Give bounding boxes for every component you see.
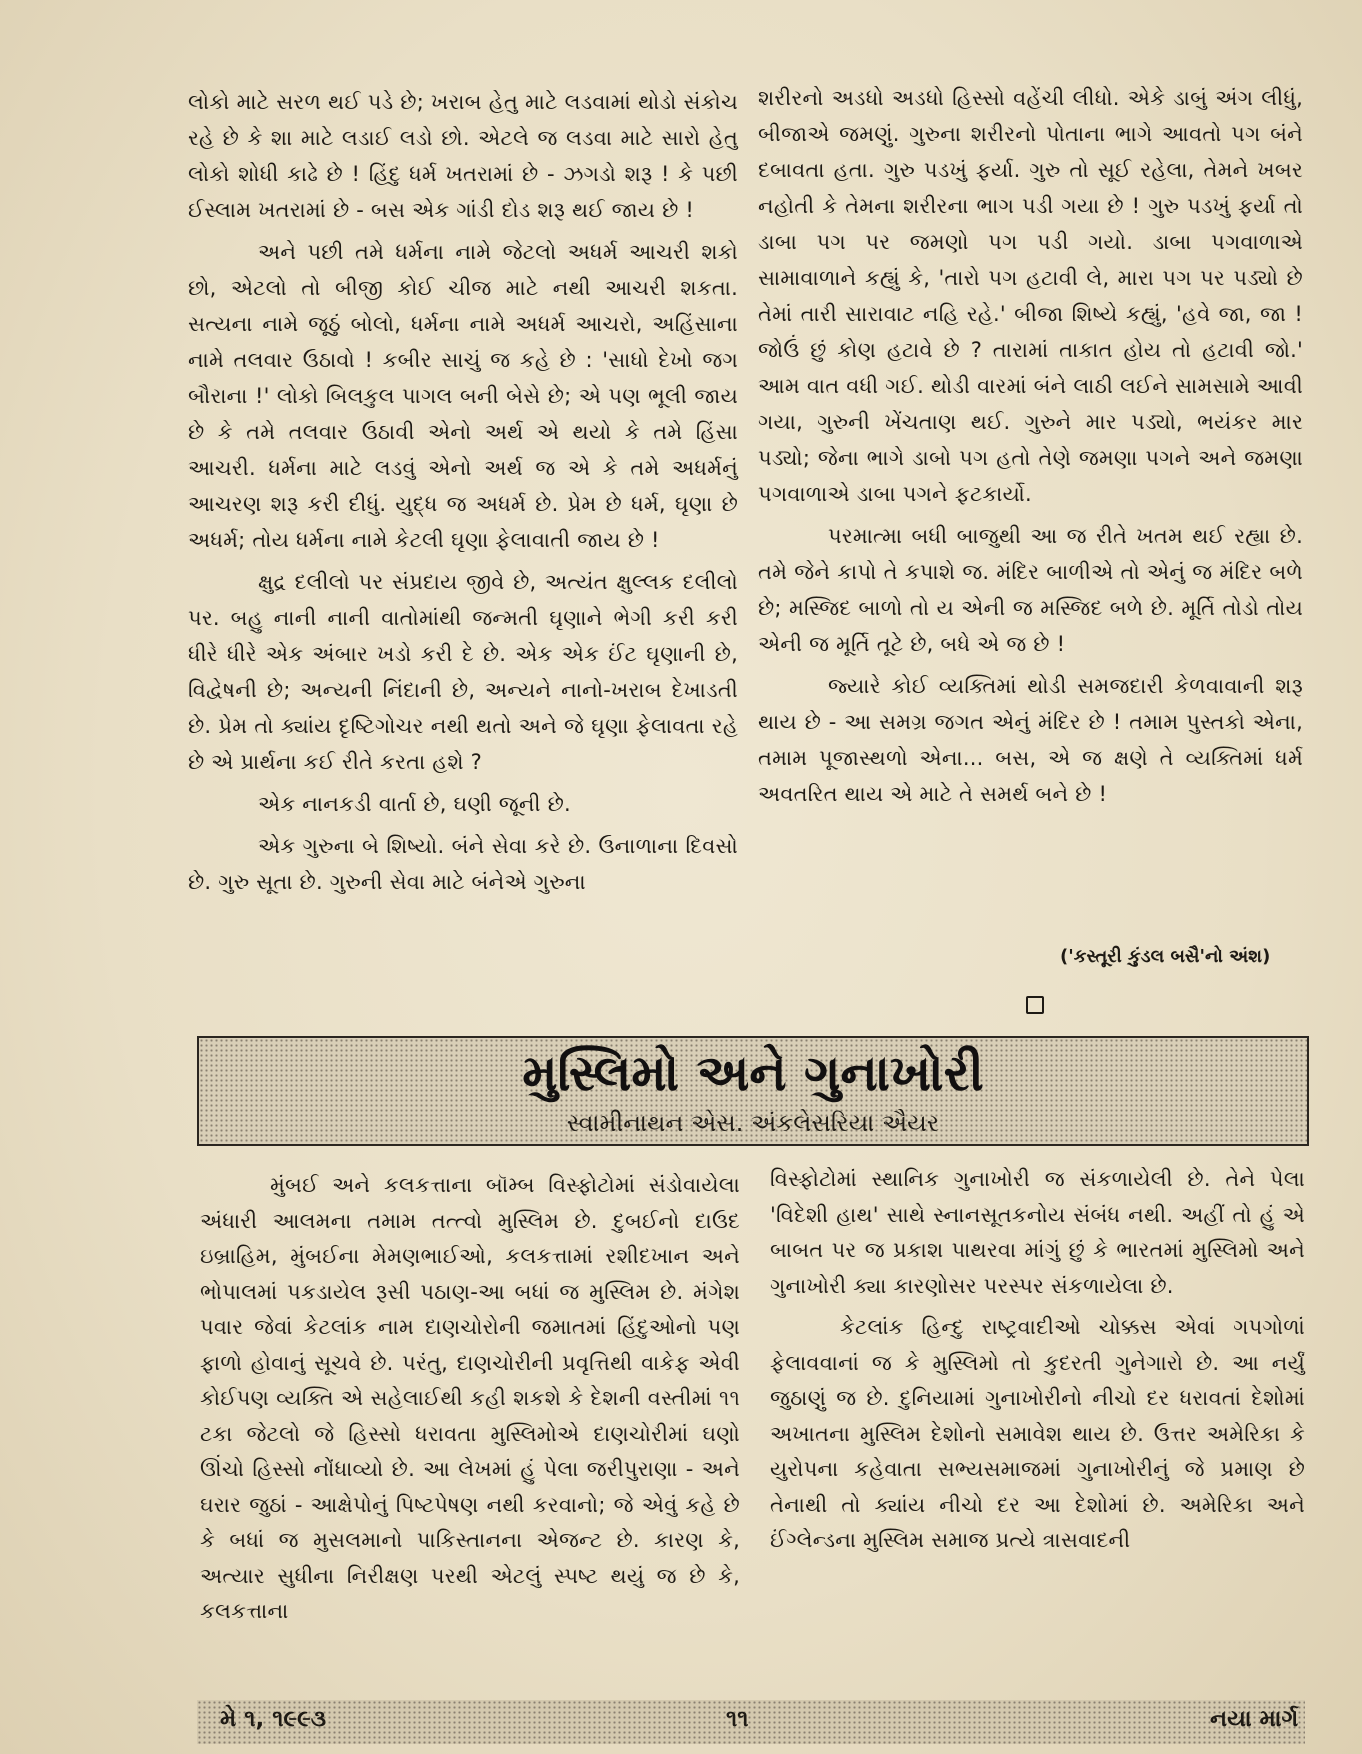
paragraph: એક નાનકડી વાર્તા છે, ઘણી જૂની છે. xyxy=(258,792,571,816)
paragraph: એક ગુરુના બે શિષ્યો. બંને સેવા કરે છે. ઉનાળાના દિવસો છે. ગુરુ સૂતા છે. ગુરુની સેવા માટે બંનેએ ગુરુના xyxy=(188,834,738,894)
publication-name: નયા માર્ગ xyxy=(1210,1706,1299,1732)
article-top-left-column xyxy=(188,84,738,906)
end-of-article-square-icon xyxy=(1026,996,1044,1014)
article-title-banner xyxy=(197,1036,1309,1146)
page-number: ૧૧ xyxy=(726,1706,749,1732)
paragraph: ક્ષુદ્ર દલીલો પર સંપ્રદાય જીવે છે, અત્યંત ક્ષુલ્લક દલીલો પર. બહુ નાની નાની વાતોમાંથી જન્મતી ઘૃણાને ભેગી કરી કરી ધીરે ધીરે એક અંબાર ખડો કરી દે છે. એક એક ઈંટ ઘૃણાની છે, વિદ્વેષની છે; અન્યની નિંદાની છે, અન્યને નાનો-ખરાબ દેખાડતી છે. પ્રેમ તો ક્યાંય દૃષ્ટિગોચર નથી થતો અને જે ઘૃણા ફેલાવતા રહે છે એ પ્રાર્થના કઈ રીતે કરતા હશે ? xyxy=(188,570,738,774)
article-bottom-right-column xyxy=(770,1162,1305,1565)
source-citation: ('કસ્તૂરી કુંડલ બસૈ'નો અંશ) xyxy=(1060,946,1271,967)
footer-date: મે ૧, ૧૯૯૩ xyxy=(220,1706,327,1732)
article-bottom-left-column xyxy=(200,1168,740,1636)
article-top-right-column xyxy=(758,80,1303,818)
paragraph: વિસ્ફોટોમાં સ્થાનિક ગુનાખોરી જ સંકળાયેલી છે. તેને પેલા 'વિદેશી હાથ' સાથે સ્નાનસૂતકનોય સંબંધ નથી. અહીં તો હું એ બાબત પર જ પ્રકાશ પાથરવા માંગું છું કે ભારતમાં મુસ્લિમો અને ગુનાખોરી ક્યા કારણોસર પરસ્પર સંકળાયેલા છે. xyxy=(770,1167,1305,1298)
paragraph: મુંબઈ અને કલકત્તાના બૉમ્બ વિસ્ફોટોમાં સંડોવાયેલા અંધારી આલમના તમામ તત્ત્વો મુસ્લિમ છે. દુબઈનો દાઉદ ઇબ્રાહિમ, મુંબઈના મેમણભાઈઓ, કલકત્તામાં રશીદખાન અને ભોપાલમાં પકડાયેલ રૂસી પઠાણ-આ બધાં જ મુસ્લિમ છે. મંગેશ પવાર જેવાં કેટલાંક નામ દાણચોરોની જમાતમાં હિંદુઓનો પણ ફાળો હોવાનું સૂચવે છે. પરંતુ, દાણચોરીની પ્રવૃત્તિથી વાકેફ એવી કોઈપણ વ્યક્તિ એ સહેલાઈથી કહી શકશે કે દેશની વસ્તીમાં ૧૧ ટકા જેટલો જે હિસ્સો ધરાવતા મુસ્લિમોએ દાણચોરીમાં ઘણો ઊંચો હિસ્સો નોંધાવ્યો છે. આ લેખમાં હું પેલા જરીપુરાણા - અને ઘરાર જુઠાં - આક્ષેપોનું પિષ્ટપેષણ નથી કરવાનો; જે એવું કહે છે કે બધાં જ મુસલમાનો પાકિસ્તાનના એજન્ટ છે. કારણ કે, અત્યાર સુધીના નિરીક્ષણ પરથી એટલું સ્પષ્ટ થયું જ છે કે, કલકત્તાના xyxy=(200,1173,740,1623)
paragraph: કેટલાંક હિન્દુ રાષ્ટ્રવાદીઓ ચોક્કસ એવાં ગપગોળાં ફેલાવવાનાં જ કે મુસ્લિમો તો કુદરતી ગુનેગારો છે. આ નર્યું જુઠાણું જ છે. દુનિયામાં ગુનાખોરીનો નીચો દર ધરાવતાં દેશોમાં અખાતના મુસ્લિમ દેશોનો સમાવેશ થાય છે. ઉત્તર અમેરિકા કે યુરોપના કહેવાતા સભ્યસમાજમાં ગુનાખોરીનું જે પ્રમાણ છે તેનાથી તો ક્યાંય નીચો દર આ દેશોમાં છે. અમેરિકા અને ઈંગ્લેન્ડના મુસ્લિમ સમાજ પ્રત્યે ત્રાસવાદની xyxy=(770,1315,1305,1552)
paragraph: શરીરનો અડધો અડધો હિસ્સો વહેંચી લીધો. એકે ડાબું અંગ લીધું, બીજાએ જમણું. ગુરુના શરીરનો પોતાના ભાગે આવતો પગ બંને દબાવતા હતા. ગુરુ પડખું ફર્યા. ગુરુ તો સૂઈ રહેલા, તેમને ખબર નહોતી કે તેમના શરીરના ભાગ પડી ગયા છે ! ગુરુ પડખું ફર્યા તો ડાબા પગ પર જમણો પગ પડી ગયો. ડાબા પગવાળાએ સામાવાળાને કહ્યું કે, 'તારો પગ હટાવી લે, મારા પગ પર પડ્યો છે તેમાં તારી સારાવાટ નહિ રહે.' બીજા શિષ્યે કહ્યું, 'હવે જા, જા ! જોઉં છું કોણ હટાવે છે ? તારામાં તાકાત હોય તો હટાવી જો.' આમ વાત વધી ગઈ. થોડી વારમાં બંને લાઠી લઈને સામસામે આવી ગયા, ગુરુની ખેંચતાણ થઈ. ગુરુને માર પડ્યો, ભયંકર માર પડ્યો; જેના ભાગે ડાબો પગ હતો તેણે જમણા પગને અને જમણા પગવાળાએ ડાબા પગને ફટકાર્યો. xyxy=(758,86,1303,506)
paragraph: લોકો માટે સરળ થઈ પડે છે; ખરાબ હેતુ માટે લડવામાં થોડો સંકોચ રહે છે કે શા માટે લડાઈ લડો છો. એટલે જ લડવા માટે સારો હેતુ લોકો શોધી કાઢે છે ! હિંદુ ધર્મ ખતરામાં છે - ઝગડો શરૂ ! કે પછી ઈસ્લામ ખતરામાં છે - બસ એક ગાંડી દોડ શરૂ થઈ જાય છે ! xyxy=(188,90,738,222)
article-title: મુસ્લિમો અને ગુનાખોરી xyxy=(522,1044,984,1102)
paragraph: જ્યારે કોઈ વ્યક્તિમાં થોડી સમજદારી કેળવાવાની શરૂ થાય છે - આ સમગ્ર જગત એનું મંદિર છે ! તમામ પુસ્તકો એના, તમામ પૂજાસ્થળો એના... બસ, એ જ ક્ષણે તે વ્યક્તિમાં ધર્મ અવતરિત થાય એ માટે તે સમર્થ બને છે ! xyxy=(758,674,1303,806)
paragraph: પરમાત્મા બધી બાજુથી આ જ રીતે ખતમ થઈ રહ્યા છે. તમે જેને કાપો તે કપાશે જ. મંદિર બાળીએ તો એનું જ મંદિર બળે છે; મસ્જિદ બાળો તો ય એની જ મસ્જિદ બળે છે. મૂર્તિ તોડો તોય એની જ મૂર્તિ તૂટે છે, બધે એ જ છે ! xyxy=(758,524,1303,656)
footer-band xyxy=(197,1700,1305,1744)
article-author: સ્વામીનાથન એસ. અંકલેસરિયા ઐયર xyxy=(566,1109,940,1137)
paragraph: અને પછી તમે ધર્મના નામે જેટલો અધર્મ આચરી શકો છો, એટલો તો બીજી કોઈ ચીજ માટે નથી આચરી શકતા. સત્યના નામે જૂઠું બોલો, ધર્મના નામે અધર્મ આચરો, અહિંસાના નામે તલવાર ઉઠાવો ! કબીર સાચું જ કહે છે : 'સાધો દેખો જગ બૌરાના !' લોકો બિલકુલ પાગલ બની બેસે છે; એ પણ ભૂલી જાય છે કે તમે તલવાર ઉઠાવી એનો અર્થ એ થયો કે તમે હિંસા આચરી. ધર્મના માટે લડવું એનો અર્થ જ એ કે તમે અધર્મનું આચરણ શરૂ કરી દીધું. યુદ્ધ જ અધર્મ છે. પ્રેમ છે ધર્મ, ઘૃણા છે અધર્મ; તોય ધર્મના નામે કેટલી ઘૃણા ફેલાવાતી જાય છે ! xyxy=(188,240,738,552)
